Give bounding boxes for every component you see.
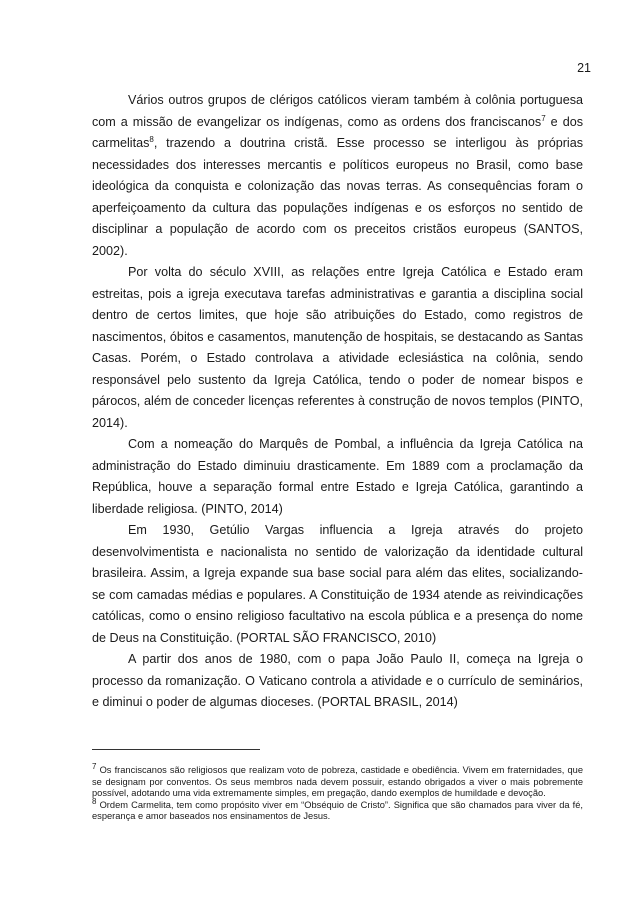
footnote-7-text: Os franciscanos são religiosos que realizam voto de pobreza, castidade e obediência. Vivem em fraternidades, que se designam por conventos. Os seus membros nada devem possuir, estando obrigados a viver o mais pobremente possível, adotando uma vida extremamente simples, em pregação, dando exemplos de humildade e devoção.: [92, 765, 583, 798]
footnotes: [92, 761, 583, 823]
paragraph-1-text-b: e dos carmelitas: [92, 114, 583, 150]
footnote-marker-8: 8: [92, 796, 97, 806]
footnote-7: [92, 761, 583, 800]
footnote-separator: [92, 749, 260, 750]
paragraph-5: A partir dos anos de 1980, com o papa João Paulo II, começa na Igreja o processo da romanização. O Vaticano controla a atividade e o currículo de seminários, e diminui o poder de algumas dioceses. (PORTAL BRASIL, 2014): [92, 652, 583, 709]
paragraph-3: Com a nomeação do Marquês de Pombal, a influência da Igreja Católica na administração do Estado diminuiu drasticamente. Em 1889 com a proclamação da República, houve a separação formal entre Estado e Igreja Católica, garantindo a liberdade religiosa. (PINTO, 2014): [92, 437, 583, 516]
paragraph-1-text-c: , trazendo a doutrina cristã. Esse processo se interligou às próprias necessidades dos interesses mercantis e políticos europeus no Brasil, como base ideológica da conquista e colonização das novas terras. As consequências foram o aperfeiçoamento da cultura das populações indígenas e os esforços no sentido de disciplinar a população de acordo com os preceitos cristãos europeus (SANTOS, 2002).: [92, 136, 583, 258]
footnote-8-text: Ordem Carmelita, tem como propósito viver em “Obséquio de Cristo”. Significa que são chamados para viver da fé, esperança e amor baseados nos ensinamentos de Jesus.: [92, 799, 583, 821]
footnote-8: [92, 796, 583, 823]
paragraph-2: Por volta do século XVIII, as relações entre Igreja Católica e Estado eram estreitas, pois a igreja executava tarefas administrativas e garantia a disciplina social dentro de certos limites, que hoje são atribuições do Estado, como registros de nascimentos, óbitos e casamentos, manutenção de hospitais, se destacando as Santas Casas. Porém, o Estado controlava a atividade eclesiástica na colônia, sendo responsável pelo sustento da Igreja Católica, tendo o poder de nomear bispos e párocos, além de conceder licenças referentes à construção de novos templos (PINTO, 2014).: [92, 265, 583, 430]
footnote-ref-8[interactable]: 8: [149, 134, 154, 144]
paragraph-1: [92, 90, 583, 262]
footnote-ref-7[interactable]: 7: [541, 113, 546, 123]
footnote-marker-7: 7: [92, 761, 97, 771]
page-number: 21: [577, 61, 591, 75]
paragraph-4: Em 1930, Getúlio Vargas influencia a Igreja através do projeto desenvolvimentista e nacionalista no sentido de valorização da identidade cultural brasileira. Assim, a Igreja expande sua base social para além das elites, socializando-se com camadas médias e populares. A Constituição de 1934 atende as reivindicações católicas, como o ensino religioso facultativo na escola pública e a presença do nome de Deus na Constituição. (PORTAL SÃO FRANCISCO, 2010): [92, 523, 583, 645]
body-text: [92, 90, 583, 714]
paragraph-1-text-a: Vários outros grupos de clérigos católicos vieram também à colônia portuguesa com a missão de evangelizar os indígenas, como as ordens dos franciscanos: [92, 93, 583, 129]
